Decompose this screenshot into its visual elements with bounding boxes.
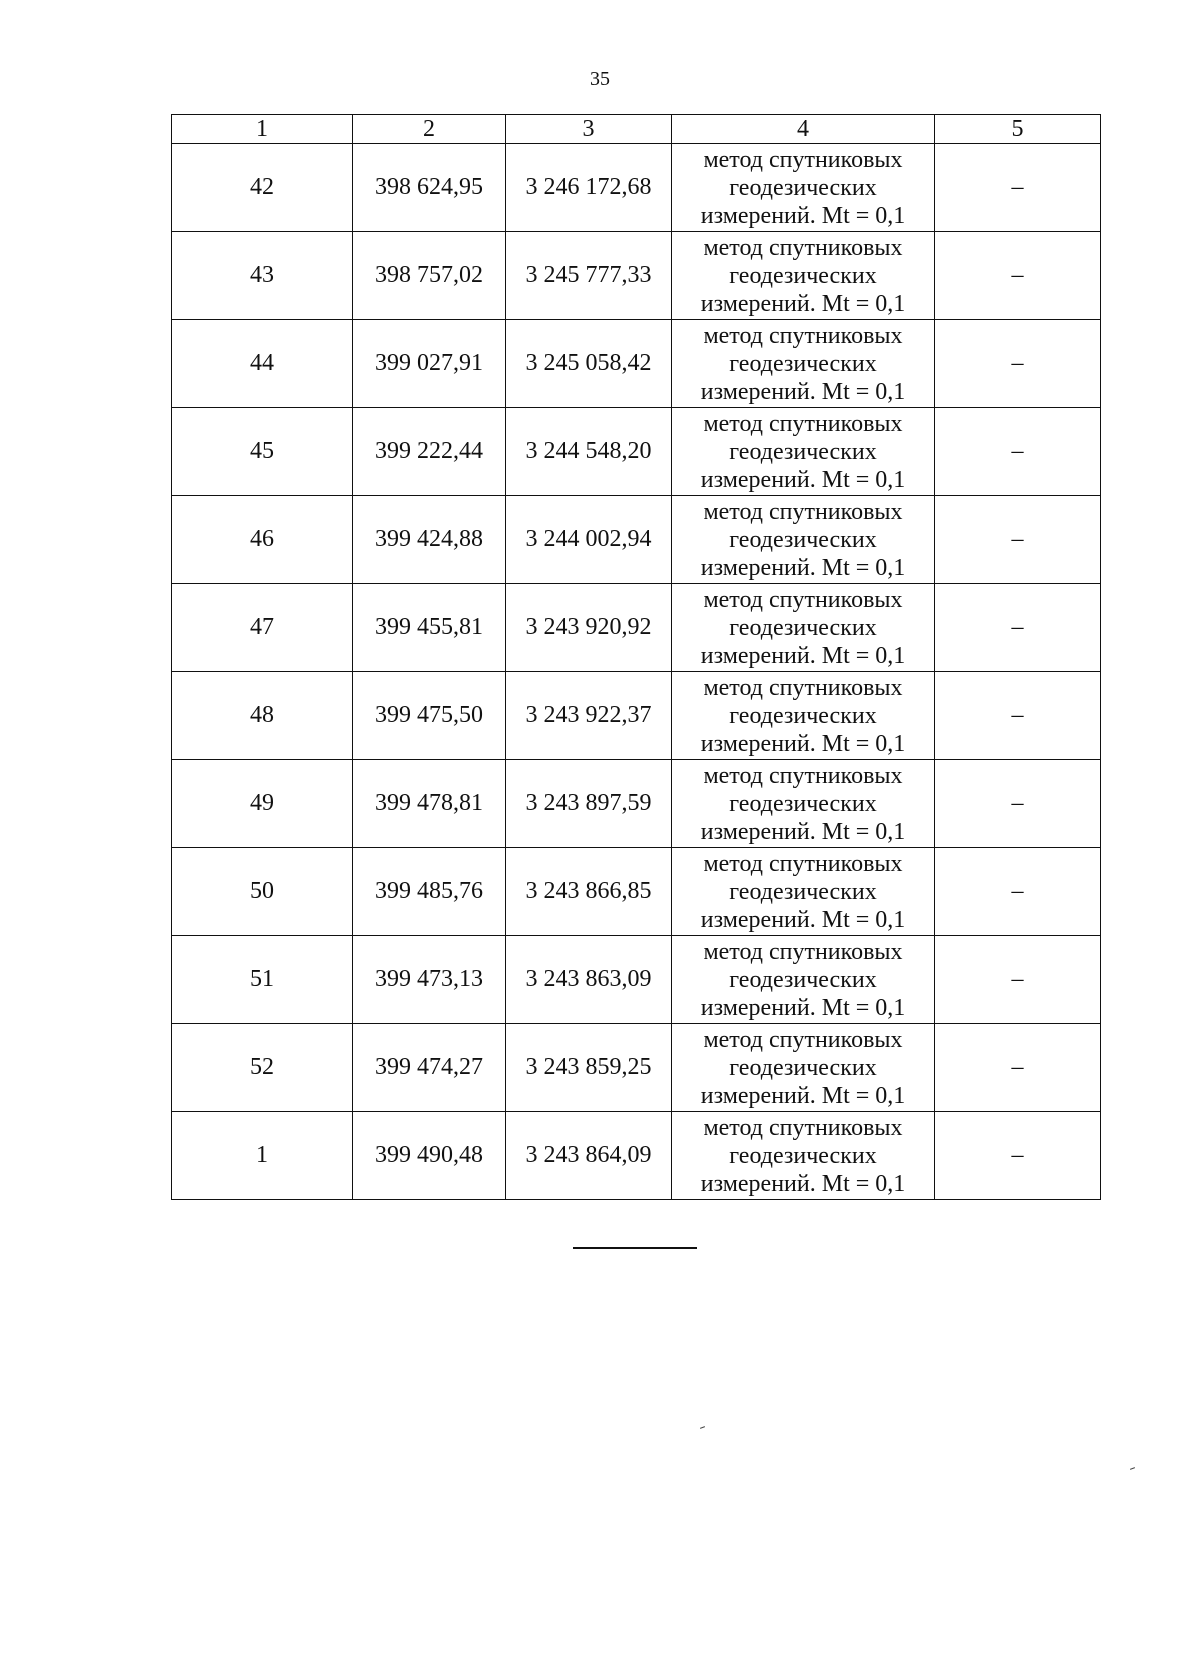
method-cell: метод спутниковых геодезических измерений. Mt = 0,1 xyxy=(672,232,935,320)
y-coordinate-cell: 3 244 548,20 xyxy=(506,408,672,496)
note-cell: – xyxy=(935,232,1101,320)
x-coordinate-cell: 398 757,02 xyxy=(353,232,506,320)
scan-artifact xyxy=(1130,1467,1135,1470)
y-coordinate-cell: 3 243 864,09 xyxy=(506,1112,672,1200)
note-cell: – xyxy=(935,408,1101,496)
method-cell: метод спутниковых геодезических измерений. Mt = 0,1 xyxy=(672,584,935,672)
table-row xyxy=(172,1112,1101,1200)
column-header-5: 5 xyxy=(935,115,1101,144)
note-cell: – xyxy=(935,496,1101,584)
column-header-3: 3 xyxy=(506,115,672,144)
table-body xyxy=(172,144,1101,1200)
table-row xyxy=(172,144,1101,232)
method-cell: метод спутниковых геодезических измерений. Mt = 0,1 xyxy=(672,1024,935,1112)
point-number-cell: 43 xyxy=(172,232,353,320)
point-number-cell: 44 xyxy=(172,320,353,408)
x-coordinate-cell: 399 490,48 xyxy=(353,1112,506,1200)
point-number-cell: 45 xyxy=(172,408,353,496)
point-number-cell: 50 xyxy=(172,848,353,936)
point-number-cell: 47 xyxy=(172,584,353,672)
x-coordinate-cell: 399 455,81 xyxy=(353,584,506,672)
method-cell: метод спутниковых геодезических измерений. Mt = 0,1 xyxy=(672,408,935,496)
y-coordinate-cell: 3 243 897,59 xyxy=(506,760,672,848)
table-row xyxy=(172,936,1101,1024)
note-cell: – xyxy=(935,320,1101,408)
note-cell: – xyxy=(935,1112,1101,1200)
y-coordinate-cell: 3 244 002,94 xyxy=(506,496,672,584)
method-cell: метод спутниковых геодезических измерений. Mt = 0,1 xyxy=(672,848,935,936)
y-coordinate-cell: 3 243 859,25 xyxy=(506,1024,672,1112)
note-cell: – xyxy=(935,672,1101,760)
y-coordinate-cell: 3 245 058,42 xyxy=(506,320,672,408)
point-number-cell: 51 xyxy=(172,936,353,1024)
x-coordinate-cell: 399 027,91 xyxy=(353,320,506,408)
y-coordinate-cell: 3 246 172,68 xyxy=(506,144,672,232)
coordinates-table xyxy=(171,114,1101,1200)
table-row xyxy=(172,320,1101,408)
column-header-2: 2 xyxy=(353,115,506,144)
method-cell: метод спутниковых геодезических измерений. Mt = 0,1 xyxy=(672,144,935,232)
y-coordinate-cell: 3 243 920,92 xyxy=(506,584,672,672)
note-cell: – xyxy=(935,1024,1101,1112)
point-number-cell: 1 xyxy=(172,1112,353,1200)
table-row xyxy=(172,232,1101,320)
method-cell: метод спутниковых геодезических измерений. Mt = 0,1 xyxy=(672,496,935,584)
x-coordinate-cell: 399 475,50 xyxy=(353,672,506,760)
point-number-cell: 52 xyxy=(172,1024,353,1112)
point-number-cell: 48 xyxy=(172,672,353,760)
table-row xyxy=(172,760,1101,848)
table-row xyxy=(172,408,1101,496)
method-cell: метод спутниковых геодезических измерений. Mt = 0,1 xyxy=(672,760,935,848)
x-coordinate-cell: 399 222,44 xyxy=(353,408,506,496)
y-coordinate-cell: 3 243 922,37 xyxy=(506,672,672,760)
x-coordinate-cell: 399 478,81 xyxy=(353,760,506,848)
table-row xyxy=(172,848,1101,936)
x-coordinate-cell: 399 424,88 xyxy=(353,496,506,584)
end-separator-line xyxy=(573,1247,697,1249)
x-coordinate-cell: 399 485,76 xyxy=(353,848,506,936)
x-coordinate-cell: 398 624,95 xyxy=(353,144,506,232)
method-cell: метод спутниковых геодезических измерений. Mt = 0,1 xyxy=(672,320,935,408)
column-header-1: 1 xyxy=(172,115,353,144)
x-coordinate-cell: 399 474,27 xyxy=(353,1024,506,1112)
note-cell: – xyxy=(935,760,1101,848)
table-row xyxy=(172,1024,1101,1112)
method-cell: метод спутниковых геодезических измерений. Mt = 0,1 xyxy=(672,1112,935,1200)
note-cell: – xyxy=(935,848,1101,936)
table-row xyxy=(172,584,1101,672)
method-cell: метод спутниковых геодезических измерений. Mt = 0,1 xyxy=(672,672,935,760)
note-cell: – xyxy=(935,936,1101,1024)
method-cell: метод спутниковых геодезических измерений. Mt = 0,1 xyxy=(672,936,935,1024)
column-header-4: 4 xyxy=(672,115,935,144)
scan-artifact xyxy=(700,1426,705,1429)
header-row xyxy=(172,115,1101,144)
table-header xyxy=(172,115,1101,144)
y-coordinate-cell: 3 243 866,85 xyxy=(506,848,672,936)
note-cell: – xyxy=(935,144,1101,232)
note-cell: – xyxy=(935,584,1101,672)
y-coordinate-cell: 3 243 863,09 xyxy=(506,936,672,1024)
table-row xyxy=(172,672,1101,760)
y-coordinate-cell: 3 245 777,33 xyxy=(506,232,672,320)
point-number-cell: 42 xyxy=(172,144,353,232)
table-row xyxy=(172,496,1101,584)
point-number-cell: 49 xyxy=(172,760,353,848)
page-number: 35 xyxy=(590,68,610,90)
x-coordinate-cell: 399 473,13 xyxy=(353,936,506,1024)
point-number-cell: 46 xyxy=(172,496,353,584)
